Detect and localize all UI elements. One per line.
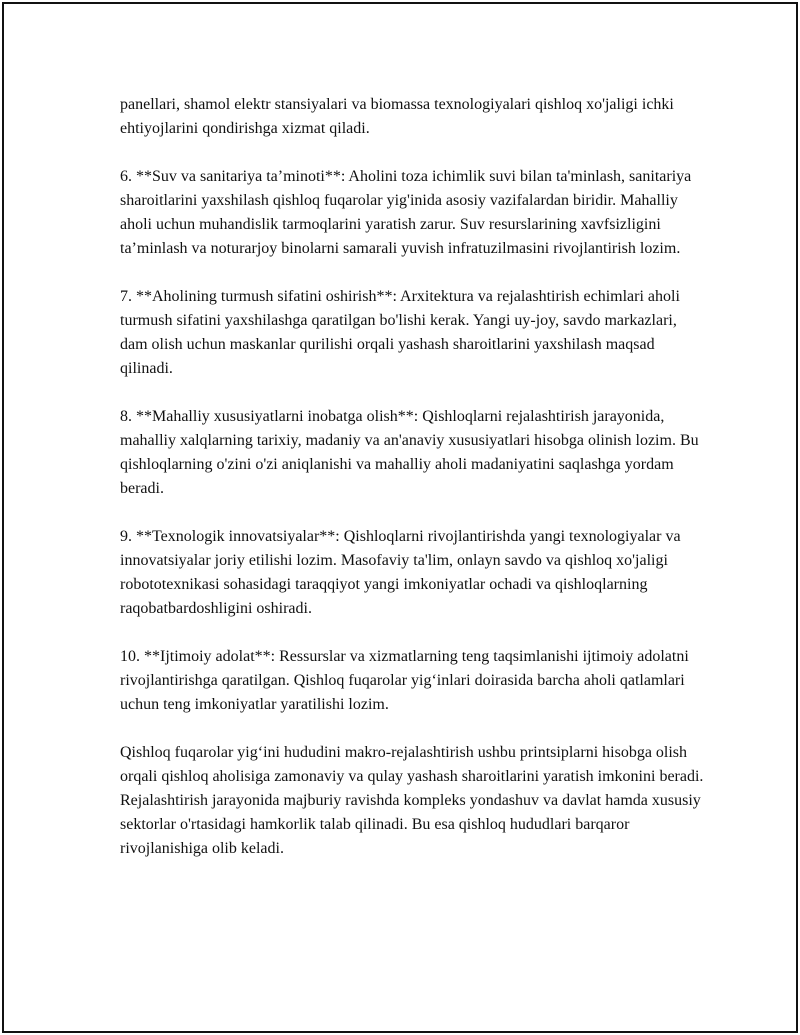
paragraph-item-10: 10. **Ijtimoiy adolat**: Ressurslar va xizmatlarning teng taqsimlanishi ijtimoiy adolatni rivojlantirishga qaratilgan. Qishloq fuqarolar yig‘inlari doirasida barcha aholi qatlamlari uchun teng imkoniyatlar yaratilishi lozim. (120, 648, 689, 713)
paragraph-item-8: 8. **Mahalliy xususiyatlarni inobatga olish**: Qishloqlarni rejalashtirish jarayonida, mahalliy xalqlarning tarixiy, madaniy va an'anaviy xususiyatlari hisobga olinish lozim. Bu qishloqlarning o'zini o'zi aniqlanishi va mahalliy aholi madaniyatini saqlashga yordam beradi. (120, 408, 699, 497)
paragraph-continuation: panellari, shamol elektr stansiyalari va biomassa texnologiyalari qishloq xo'jaligi ichki ehtiyojlarini qondirishga xizmat qiladi. (120, 96, 674, 137)
document-body (120, 93, 704, 885)
document-page (2, 2, 798, 1033)
paragraph-item-7: 7. **Aholining turmush sifatini oshirish**: Arxitektura va rejalashtirish echimlari aholi turmush sifatini yaxshilashga qaratilgan bo'lishi kerak. Yangi uy-joy, savdo markazlari, dam olish uchun maskanlar qurilishi orqali yashash sharoitlarini yaxshilash maqsad qilinadi. (120, 288, 680, 377)
paragraph-item-6: 6. **Suv va sanitariya ta’minoti**: Aholini toza ichimlik suvi bilan ta'minlash, sanitariya sharoitlarini yaxshilash qishloq fuqarolar yig'inida asosiy vazifalardan biridir. Mahalliy aholi uchun muhandislik tarmoqlarini yaratish zarur. Suv resurslarining xavfsizligini ta’minlash va noturarjoy binolarni samarali yuvish infratuzilmasini rivojlantirish lozim. (120, 168, 692, 257)
paragraph-item-9: 9. **Texnologik innovatsiyalar**: Qishloqlarni rivojlantirishda yangi texnologiyalar va innovatsiyalar joriy etilishi lozim. Masofaviy ta'lim, onlayn savdo va qishloq xo'jaligi robototexnikasi sohasidagi taraqqiyot yangi imkoniyatlar ochadi va qishloqlarning raqobatbardoshligini oshiradi. (120, 528, 681, 617)
paragraph-conclusion: Qishloq fuqarolar yig‘ini hududini makro-rejalashtirish ushbu printsiplarni hisobga olish orqali qishloq aholisiga zamonaviy va qulay yashash sharoitlarini yaratish imkonini beradi. Rejalashtirish jarayonida majburiy ravishda kompleks yondashuv va davlat hamda xususiy sektorlar o'rtasidagi hamkorlik talab qilinadi. Bu esa qishloq hududlari barqaror rivojlanishiga olib keladi. (120, 744, 704, 857)
